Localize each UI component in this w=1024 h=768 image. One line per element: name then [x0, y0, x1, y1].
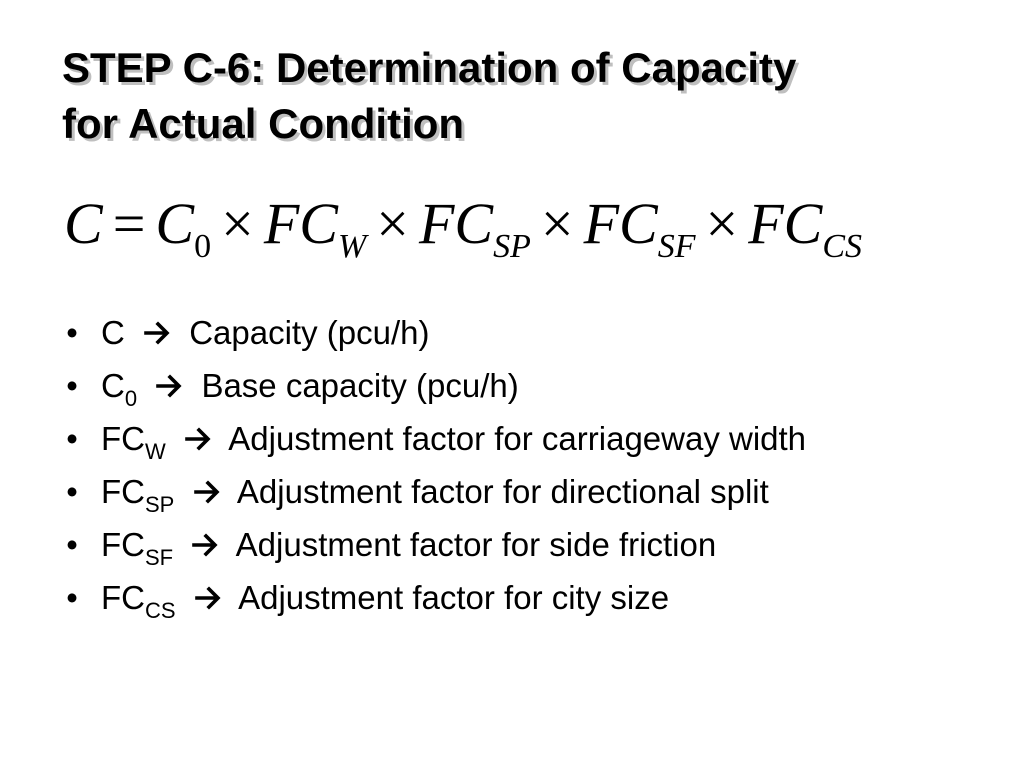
- definition-item-c0: [62, 359, 1002, 412]
- definition-text: Adjustment factor for side friction: [235, 526, 717, 563]
- definition-symbol: FC: [101, 473, 145, 510]
- definition-symbol: FC: [101, 420, 145, 457]
- slide-title: [62, 40, 1002, 152]
- bullet-icon: •: [66, 314, 78, 351]
- formula-lhs: C: [64, 191, 103, 256]
- formula-term-sub-fcw: W: [337, 228, 367, 265]
- definition-symbol: FC: [101, 579, 145, 616]
- definition-text: Adjustment factor for carriageway width: [228, 420, 807, 457]
- definition-symbol-sub: CS: [145, 598, 176, 623]
- formula-times-1: ×: [221, 191, 254, 256]
- definition-symbol: C: [101, 367, 125, 404]
- definition-item-fcsp: [62, 465, 1002, 518]
- definition-symbol-sub: SP: [145, 492, 175, 517]
- definition-item-fcsf: [62, 518, 1002, 571]
- definition-text: Base capacity (pcu/h): [201, 367, 519, 404]
- right-arrow-icon: [185, 426, 213, 452]
- right-arrow-icon: [144, 320, 172, 346]
- formula-times-3: ×: [540, 191, 574, 256]
- bullet-icon: •: [66, 579, 78, 616]
- formula-times-4: ×: [705, 191, 739, 256]
- title-line-1: STEP C-6: Determination of Capacity: [62, 44, 797, 91]
- definition-symbol: C: [101, 314, 125, 351]
- bullet-icon: •: [66, 473, 78, 510]
- formula-term-base-fcsf: FC: [583, 191, 658, 256]
- right-arrow-icon: [156, 373, 184, 399]
- definition-text: Capacity (pcu/h): [189, 314, 430, 351]
- definition-item-fccs: [62, 571, 1002, 624]
- definition-item-c: [62, 306, 1002, 359]
- formula-term-base-fcsp: FC: [418, 191, 494, 256]
- bullet-icon: •: [66, 420, 78, 457]
- right-arrow-icon: [192, 532, 220, 558]
- definition-symbol-sub: SF: [145, 545, 174, 570]
- formula-equals: =: [112, 191, 146, 256]
- formula-term-sub-fcsp: SP: [493, 228, 531, 265]
- right-arrow-icon: [195, 585, 223, 611]
- definition-symbol-sub: 0: [124, 386, 138, 411]
- right-arrow-icon: [194, 479, 222, 505]
- definition-item-fcw: [62, 412, 1002, 465]
- definition-text: Adjustment factor for city size: [238, 579, 670, 616]
- definition-text: Adjustment factor for directional split: [236, 473, 769, 510]
- title-line-2: for Actual Condition: [62, 100, 465, 147]
- formula-term-base-fccs: FC: [748, 191, 823, 256]
- formula-times-2: ×: [376, 191, 409, 256]
- capacity-formula: [64, 188, 1004, 269]
- bullet-icon: •: [66, 367, 78, 404]
- definition-symbol: FC: [101, 526, 145, 563]
- formula-term-sub-c0: 0: [194, 228, 212, 265]
- formula-term-sub-fccs: CS: [822, 228, 863, 265]
- formula-term-sub-fcsf: SF: [657, 228, 696, 265]
- bullet-icon: •: [66, 526, 78, 563]
- formula-term-base-c0: C: [155, 191, 195, 256]
- definition-symbol-sub: W: [145, 439, 166, 464]
- definition-list: [62, 306, 1002, 624]
- formula-term-base-fcw: FC: [263, 191, 338, 256]
